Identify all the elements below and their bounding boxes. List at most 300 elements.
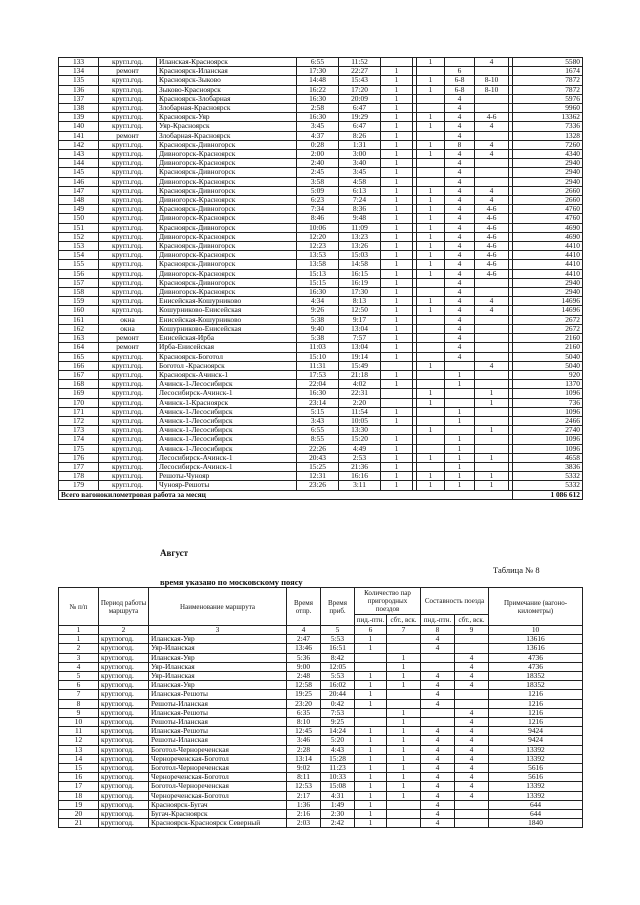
table-cell: Бугач-Красноярск	[149, 810, 287, 819]
table-cell: 156	[59, 269, 99, 278]
table-cell: 1	[381, 297, 413, 306]
table-cell: Иланская-Уяр	[149, 635, 287, 644]
table-cell: 4-6	[475, 205, 509, 214]
table-row	[59, 260, 583, 269]
table-row	[59, 177, 583, 186]
table-cell: 5:20	[321, 736, 355, 745]
table-cell: Боготол -Красноярск	[157, 361, 297, 370]
table-cell: 4	[421, 644, 455, 653]
table-cell: 5976	[513, 94, 583, 103]
table-cell: 1	[355, 810, 387, 819]
table-cell: 4	[445, 242, 475, 251]
table-cell: 736	[513, 398, 583, 407]
table-row	[59, 727, 583, 736]
table-cell: 6	[445, 67, 475, 76]
table-cell: 2940	[513, 168, 583, 177]
table-cell: 17	[59, 782, 99, 791]
table-cell: кругл.год.	[99, 232, 157, 241]
august-routes-table	[58, 587, 583, 828]
table-cell	[475, 324, 509, 333]
table-cell: кругл.год.	[99, 435, 157, 444]
table-cell: 4	[421, 819, 455, 828]
table-row	[59, 324, 583, 333]
column-number: 9	[455, 626, 489, 635]
table-cell	[421, 718, 455, 727]
table-cell: 18	[59, 791, 99, 800]
table-cell: кругл.год.	[99, 444, 157, 453]
table-cell: Чернореченская-Боготол	[149, 791, 287, 800]
table-cell: 170	[59, 398, 99, 407]
table-cell: 1328	[513, 131, 583, 140]
table-cell: 7:24	[339, 196, 381, 205]
table-cell: 1	[381, 481, 413, 490]
table-cell: 8:55	[297, 435, 339, 444]
table-cell: 15:43	[339, 76, 381, 85]
table-cell: 1	[445, 444, 475, 453]
table-cell	[417, 370, 445, 379]
table-cell: круглогод.	[99, 791, 149, 800]
table-cell: 12:50	[339, 306, 381, 315]
table-cell: кругл.год.	[99, 426, 157, 435]
table-cell: 1	[381, 223, 413, 232]
table-row	[59, 186, 583, 195]
table-cell: Дивногорск-Красноярск	[157, 214, 297, 223]
table-cell: Ачинск-1-Красноярск	[157, 398, 297, 407]
table-cell: кругл.год.	[99, 76, 157, 85]
table-row	[59, 426, 583, 435]
table-cell: 17:20	[339, 85, 381, 94]
table-cell: 2940	[513, 159, 583, 168]
table-cell: 1	[381, 324, 413, 333]
table-cell	[417, 324, 445, 333]
table-cell: 16:19	[339, 278, 381, 287]
table-cell: 162	[59, 324, 99, 333]
table-cell: 2:03	[287, 819, 321, 828]
table-cell: 1	[417, 196, 445, 205]
table-cell	[417, 168, 445, 177]
table-cell: 135	[59, 76, 99, 85]
table-cell: 167	[59, 370, 99, 379]
table-cell: 13:53	[297, 251, 339, 260]
table-cell: 169	[59, 389, 99, 398]
table-cell: 7	[59, 690, 99, 699]
table-cell: Красноярск-Дивногорск	[157, 242, 297, 251]
table-cell: 1	[417, 398, 445, 407]
table-cell: Зыково-Красноярск	[157, 85, 297, 94]
table-cell: 3:45	[297, 122, 339, 131]
table-cell: круглогод.	[99, 699, 149, 708]
table-cell: 6:55	[297, 58, 339, 67]
table-cell: 12:23	[297, 242, 339, 251]
table-cell: Красноярск-Боготол	[157, 352, 297, 361]
table-cell: 1	[417, 481, 445, 490]
table-cell: 4	[455, 708, 489, 717]
table-cell: 1840	[489, 819, 583, 828]
table-cell: 5:09	[297, 186, 339, 195]
table-cell: 23:20	[287, 699, 321, 708]
table-cell: 11	[59, 727, 99, 736]
table-cell: 1	[417, 186, 445, 195]
table-cell	[355, 653, 387, 662]
table-cell: 1	[381, 416, 413, 425]
table-cell: 171	[59, 407, 99, 416]
table-cell: Ачинск-1-Лесосибирск	[157, 416, 297, 425]
table-cell: Кошурниково-Енисейская	[157, 324, 297, 333]
table-cell: 6:47	[339, 122, 381, 131]
table-cell: 13:58	[297, 260, 339, 269]
table-cell: 1	[381, 214, 413, 223]
table-cell: 1	[381, 435, 413, 444]
table-cell: кругл.год.	[99, 472, 157, 481]
table-cell: 13362	[513, 113, 583, 122]
table-row	[59, 407, 583, 416]
table-cell: 4	[475, 186, 509, 195]
table-cell: 5040	[513, 361, 583, 370]
table-cell: 1	[381, 177, 413, 186]
table-cell: 6:35	[287, 708, 321, 717]
table-cell: 4	[445, 168, 475, 177]
table-cell: 178	[59, 472, 99, 481]
table-cell: 5:38	[297, 315, 339, 324]
table-cell: 13	[59, 745, 99, 754]
table-cell: 3:46	[287, 736, 321, 745]
table-cell: 4	[475, 306, 509, 315]
table-cell: 3:40	[339, 159, 381, 168]
table-cell: 1	[381, 260, 413, 269]
table-cell: кругл.год.	[99, 159, 157, 168]
table-cell: 161	[59, 315, 99, 324]
table-cell: Лесосибирск-Ачинск-1	[157, 462, 297, 471]
table-cell: 1	[355, 791, 387, 800]
table-cell: 1	[355, 681, 387, 690]
table-cell: 4:58	[339, 177, 381, 186]
table-cell: Иланская-Уяр	[149, 681, 287, 690]
table-cell: 1	[381, 462, 413, 471]
table-cell: кругл.год.	[99, 168, 157, 177]
table-cell: Решоты-Иланская	[149, 699, 287, 708]
table-row	[59, 361, 583, 370]
table-row	[59, 370, 583, 379]
table-row	[59, 242, 583, 251]
table-cell: 11:31	[297, 361, 339, 370]
table-cell	[455, 800, 489, 809]
table-row	[59, 644, 583, 653]
table-cell: 20:09	[339, 94, 381, 103]
table-cell: 19:25	[287, 690, 321, 699]
table-cell: ремонт	[99, 67, 157, 76]
table-cell: 2940	[513, 278, 583, 287]
table-cell	[475, 159, 509, 168]
table-cell: 1	[355, 764, 387, 773]
table-cell: 1	[417, 260, 445, 269]
table-cell	[381, 398, 413, 407]
table-cell: 4:49	[339, 444, 381, 453]
table-cell: кругл.год.	[99, 205, 157, 214]
table-cell: Уяр-Красноярск	[157, 122, 297, 131]
table-row	[59, 764, 583, 773]
table-cell: 173	[59, 426, 99, 435]
table-cell: 18352	[489, 681, 583, 690]
table-cell	[381, 389, 413, 398]
table-cell: 1	[417, 251, 445, 260]
table-cell: 19:29	[339, 113, 381, 122]
table-cell: 2660	[513, 186, 583, 195]
table-cell: 12:05	[321, 662, 355, 671]
table-cell: 2:45	[297, 168, 339, 177]
table-cell: кругл.год.	[99, 104, 157, 113]
table-cell	[355, 662, 387, 671]
table-cell: круглогод.	[99, 662, 149, 671]
table-cell: Красноярск-Злобарная	[157, 94, 297, 103]
table-cell: 2160	[513, 343, 583, 352]
table-cell: Красноярск-Дивногорск	[157, 140, 297, 149]
table-cell: 4736	[489, 662, 583, 671]
table-cell: 4	[421, 754, 455, 763]
table-cell: 144	[59, 159, 99, 168]
table-cell: 13392	[489, 782, 583, 791]
table-cell: Чернореченская-Боготол	[149, 773, 287, 782]
table-cell: 4	[445, 177, 475, 186]
table-cell: 1	[387, 653, 421, 662]
table-cell: 1	[417, 113, 445, 122]
table-cell	[475, 407, 509, 416]
table-row	[59, 718, 583, 727]
table-cell: Красноярск-Уяр	[157, 113, 297, 122]
table-cell: 4	[421, 800, 455, 809]
table-cell: 1	[445, 462, 475, 471]
table-cell: 3:45	[339, 168, 381, 177]
table-cell: Дивногорск-Красноярск	[157, 196, 297, 205]
table-cell: 4	[445, 150, 475, 159]
table-cell: 2:53	[339, 453, 381, 462]
table-cell: 4	[445, 214, 475, 223]
table-cell: 1216	[489, 699, 583, 708]
table-cell: 1	[381, 104, 413, 113]
table-cell	[417, 315, 445, 324]
table-cell: Красноярск-Зыково	[157, 76, 297, 85]
table-cell: 138	[59, 104, 99, 113]
table-cell: 2466	[513, 416, 583, 425]
table-cell: 5:15	[297, 407, 339, 416]
table-cell: 11:09	[339, 223, 381, 232]
table-cell: 4	[455, 782, 489, 791]
table-cell: 9424	[489, 727, 583, 736]
table-cell: кругл.год.	[99, 94, 157, 103]
table-cell: Дивногорск-Красноярск	[157, 150, 297, 159]
table-cell: 155	[59, 260, 99, 269]
table-cell: 4:37	[297, 131, 339, 140]
table-cell: 1:36	[287, 800, 321, 809]
table-cell: 134	[59, 67, 99, 76]
table-cell: 1	[355, 644, 387, 653]
table-cell	[475, 334, 509, 343]
table-cell: Красноярск-Дивногорск	[157, 278, 297, 287]
table-cell: 1	[381, 407, 413, 416]
table-cell: 1	[381, 122, 413, 131]
table-row	[59, 140, 583, 149]
table-cell: 15	[59, 764, 99, 773]
table-cell: Красноярск-Дивногорск	[157, 223, 297, 232]
table-cell: 4	[445, 324, 475, 333]
table-cell	[475, 278, 509, 287]
table-row	[59, 131, 583, 140]
table-cell	[455, 819, 489, 828]
table-cell: кругл.год.	[99, 352, 157, 361]
routes-table-continued	[58, 57, 583, 500]
table-cell: 2:58	[297, 104, 339, 113]
table-cell: 1	[475, 472, 509, 481]
table-cell: 2160	[513, 334, 583, 343]
table-cell: 2:30	[321, 810, 355, 819]
table-cell: 13392	[489, 791, 583, 800]
table-cell: кругл.год.	[99, 278, 157, 287]
table-cell: 15:20	[339, 435, 381, 444]
table-cell: 1	[381, 67, 413, 76]
table-cell: 4	[421, 681, 455, 690]
table-row	[59, 214, 583, 223]
table-cell	[417, 159, 445, 168]
table-cell: 9:26	[297, 306, 339, 315]
table-row	[59, 380, 583, 389]
table-cell	[417, 94, 445, 103]
table-cell: Енисейская-Кошурниково	[157, 297, 297, 306]
table-cell	[417, 177, 445, 186]
table-cell: Ачинск-1-Лесосибирск	[157, 435, 297, 444]
table-cell: 15:25	[297, 462, 339, 471]
table-cell: 1	[381, 444, 413, 453]
table-cell	[355, 708, 387, 717]
table-cell: 8	[445, 140, 475, 149]
table-cell: Красноярск-Бугач	[149, 800, 287, 809]
table-cell: кругл.год.	[99, 58, 157, 67]
table-cell: 4	[455, 754, 489, 763]
table-cell: 13616	[489, 644, 583, 653]
table-cell: 4	[475, 150, 509, 159]
table-cell: 8:13	[339, 297, 381, 306]
table-cell: 4	[475, 297, 509, 306]
table-cell	[445, 426, 475, 435]
table-cell: Иланская-Решоты	[149, 690, 287, 699]
table-cell: Красноярск-Дивногорск	[157, 205, 297, 214]
table-cell: 1	[387, 662, 421, 671]
table-cell: 16:30	[297, 113, 339, 122]
table-cell: 8:42	[321, 653, 355, 662]
table-cell: 1	[381, 232, 413, 241]
table-cell: 15:13	[297, 269, 339, 278]
table-cell: 4:31	[321, 791, 355, 800]
table-cell: 1	[417, 150, 445, 159]
table-row	[59, 653, 583, 662]
table-cell: 4	[421, 736, 455, 745]
table-row	[59, 306, 583, 315]
table-cell: 1	[445, 472, 475, 481]
table-cell: 4	[421, 764, 455, 773]
table-cell: 4	[455, 653, 489, 662]
table-cell: 1	[475, 389, 509, 398]
table-row	[59, 58, 583, 67]
header-comp-weekend: сбт., вск.	[455, 615, 489, 626]
table-cell	[421, 653, 455, 662]
table-cell: Дивногорск-Красноярск	[157, 177, 297, 186]
total-value: 1 086 612	[513, 490, 583, 499]
table-cell: Ачинск-1-Лесосибирск	[157, 426, 297, 435]
table-cell: круглогод.	[99, 635, 149, 644]
table-cell: 1	[417, 306, 445, 315]
table-cell: 4	[475, 58, 509, 67]
table-cell: 4690	[513, 232, 583, 241]
table-row	[59, 416, 583, 425]
table-row	[59, 472, 583, 481]
table-cell: 4	[421, 635, 455, 644]
table-cell: 1096	[513, 389, 583, 398]
table-cell: 2:20	[339, 398, 381, 407]
table-cell: кругл.год.	[99, 288, 157, 297]
table-cell: 4	[445, 186, 475, 195]
table-cell: 4:02	[339, 380, 381, 389]
table-cell: 4:43	[321, 745, 355, 754]
table-cell: 2	[59, 644, 99, 653]
table-cell: 4	[445, 104, 475, 113]
table-cell: 2740	[513, 426, 583, 435]
table-cell: 1	[355, 672, 387, 681]
table-cell: 4	[475, 122, 509, 131]
table-cell: Лесосибирск-Ачинск-1	[157, 453, 297, 462]
table-cell: 1	[355, 800, 387, 809]
table-cell: 1	[417, 232, 445, 241]
table-cell: 15:28	[321, 754, 355, 763]
table-cell: Дивногорск-Красноярск	[157, 251, 297, 260]
table-cell: 1	[381, 94, 413, 103]
table-cell: 1	[417, 269, 445, 278]
table-cell: 9960	[513, 104, 583, 113]
table-cell: 1	[445, 435, 475, 444]
table-cell: 157	[59, 278, 99, 287]
table-row	[59, 288, 583, 297]
table-cell: 22:26	[297, 444, 339, 453]
table-cell: 4	[445, 94, 475, 103]
column-number: 4	[287, 626, 321, 635]
table-cell: кругл.год.	[99, 223, 157, 232]
table-cell: 172	[59, 416, 99, 425]
table-cell: 6:23	[297, 196, 339, 205]
table-cell: 1	[445, 453, 475, 462]
table-cell: 0:42	[321, 699, 355, 708]
table-cell: 179	[59, 481, 99, 490]
table-cell: 165	[59, 352, 99, 361]
table-cell	[387, 635, 421, 644]
table-cell: 133	[59, 58, 99, 67]
table-cell: 1	[417, 122, 445, 131]
table-row	[59, 635, 583, 644]
table-cell: 143	[59, 150, 99, 159]
table-cell: 1	[381, 85, 413, 94]
table-cell: Енисейская-Кошурниково	[157, 315, 297, 324]
table-cell: 164	[59, 343, 99, 352]
table-cell	[475, 67, 509, 76]
table-row	[59, 168, 583, 177]
table-cell: 4	[445, 269, 475, 278]
table-cell: кругл.год.	[99, 177, 157, 186]
table-cell	[417, 444, 445, 453]
table-cell: Красноярск-Дивногорск	[157, 186, 297, 195]
table-cell	[417, 435, 445, 444]
table-cell: Чунояр-Решоты	[157, 481, 297, 490]
table-cell: 2:42	[321, 819, 355, 828]
table-cell: 1	[387, 727, 421, 736]
table-cell: Уяр-Иланская	[149, 644, 287, 653]
month-title: Август	[160, 548, 189, 558]
table-cell: 7336	[513, 122, 583, 131]
